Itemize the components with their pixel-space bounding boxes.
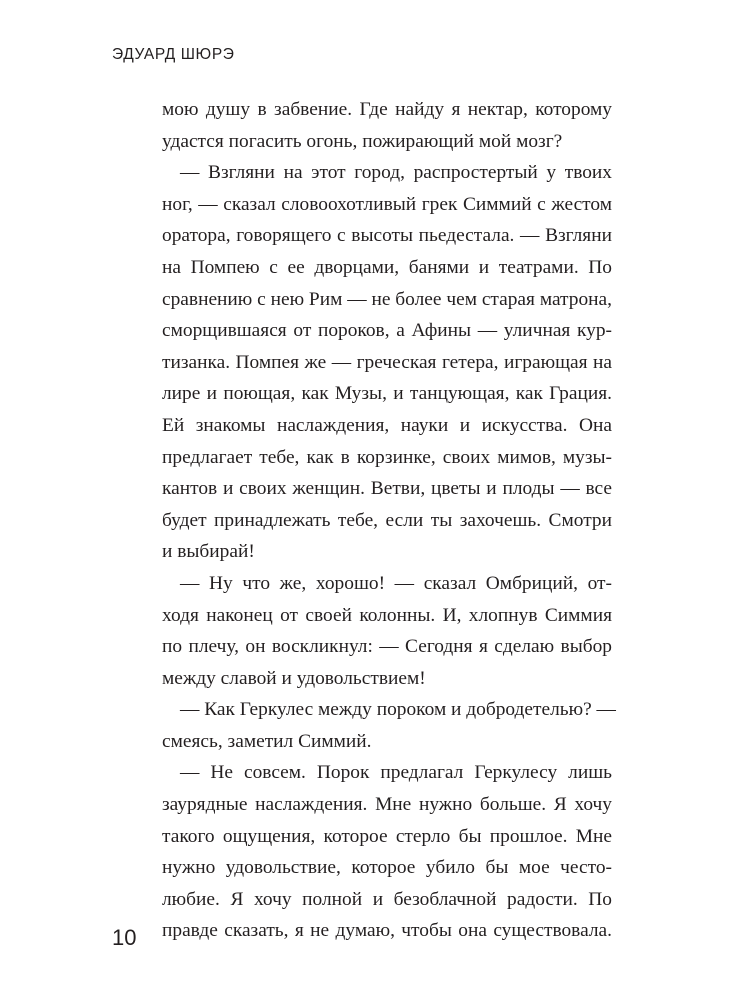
text-line: сравнению с нею Рим — не более чем старая матрона, (162, 288, 612, 310)
text-line: на Помпею с ее дворцами, банями и театрами. По (162, 256, 612, 278)
running-head: ЭДУАРД ШЮРЭ (112, 46, 235, 63)
text-line: ходя наконец от своей колонны. И, хлопнув Симмия (162, 604, 612, 626)
text-line: оратора, говорящего с высоты пьедестала. — Взгляни (162, 225, 612, 247)
text-line: ног, — сказал словоохотливый грек Симмий с жестом (162, 193, 612, 215)
text-line: правде сказать, я не думаю, чтобы она существовала. (162, 920, 612, 942)
text-line: такого ощущения, которое стерло бы прошлое. Мне (162, 825, 612, 847)
text-line: нужно удовольствие, которое убило бы мое често- (162, 857, 612, 879)
body-text (162, 94, 616, 947)
text-line: — Не совсем. Порок предлагал Геркулесу лишь (180, 762, 612, 784)
text-line: Ей знакомы наслаждения, науки и искусства. Она (162, 414, 612, 436)
text-line: смеясь, заметил Симмий. (162, 730, 372, 752)
text-line: будет принадлежать тебе, если ты захочешь. Смотри (162, 509, 612, 531)
text-line: любие. Я хочу полной и безоблачной радости. По (162, 888, 612, 910)
text-line: — Ну что же, хорошо! — сказал Омбриций, от- (180, 572, 612, 594)
text-line: удастся погасить огонь, пожирающий мой мозг? (162, 130, 563, 152)
text-line: лире и поющая, как Музы, и танцующая, как Грация. (162, 383, 612, 405)
text-line: мою душу в забвение. Где найду я нектар, которому (162, 99, 612, 120)
text-line: между славой и удовольствием! (162, 667, 426, 689)
text-line: заурядные наслаждения. Мне нужно больше. Я хочу (162, 794, 612, 816)
text-line: — Взгляни на этот город, распростертый у твоих (180, 162, 612, 184)
text-line: — Как Геркулес между пороком и добродетелью? — (180, 699, 616, 721)
text-line: кантов и своих женщин. Ветви, цветы и плоды — все (162, 478, 612, 500)
text-line: по плечу, он воскликнул: — Сегодня я сделаю выбор (162, 636, 612, 658)
text-line: и выбирай! (162, 541, 255, 563)
text-line: сморщившаяся от пороков, а Афины — уличная кур- (162, 320, 612, 342)
text-line: предлагает тебе, как в корзинке, своих мимов, музы- (162, 446, 612, 468)
text-line: тизанка. Помпея же — греческая гетера, играющая на (162, 351, 612, 373)
page-number: 10 (112, 925, 137, 950)
